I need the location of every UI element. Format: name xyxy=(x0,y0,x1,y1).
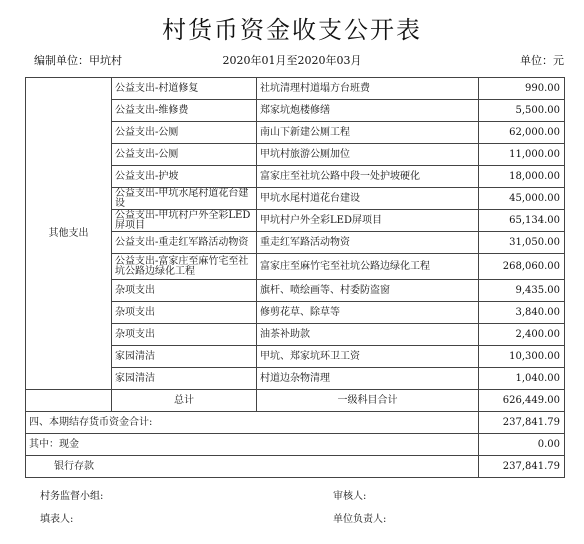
subject-cell: 公益支出-护坡 xyxy=(112,166,257,188)
reviewer-signature: 审核人: xyxy=(333,491,367,502)
total-label: 总计 xyxy=(112,390,257,412)
category-cell: 其他支出 xyxy=(26,78,112,390)
balance-row xyxy=(26,412,565,434)
supervision-signature: 村务监督小组: xyxy=(40,491,104,502)
item-cell: 重走红军路活动物资 xyxy=(257,232,479,254)
amount-cell: 10,300.00 xyxy=(479,346,565,368)
subject-cell: 公益支出-公厕 xyxy=(112,144,257,166)
subject-cell: 公益支出-村道修复 xyxy=(112,78,257,100)
amount-cell: 990.00 xyxy=(479,78,565,100)
amount-cell: 2,400.00 xyxy=(479,324,565,346)
filler-signature: 填表人: xyxy=(40,514,74,525)
bank-row xyxy=(26,456,565,478)
report-period: 2020年01月至2020年03月 xyxy=(222,54,362,67)
cash-row xyxy=(26,434,565,456)
subject-cell: 杂项支出 xyxy=(112,324,257,346)
subject-cell: 公益支出-甲坑村户外全彩LED屏项目 xyxy=(112,210,257,232)
cash-label: 其中：现金 xyxy=(26,434,479,456)
amount-cell: 31,050.00 xyxy=(479,232,565,254)
subject-cell: 公益支出-甲坑水尾村道花台建设 xyxy=(112,188,257,210)
item-cell: 甲坑、郑家坑环卫工资 xyxy=(257,346,479,368)
empty-cell xyxy=(26,390,112,412)
item-cell: 旗杆、喷绘画等、村委防盗窗 xyxy=(257,280,479,302)
total-amount: 626,449.00 xyxy=(479,390,565,412)
subject-cell: 家园清洁 xyxy=(112,346,257,368)
page-title: 村货币资金收支公开表 xyxy=(162,16,422,44)
item-cell: 富家庄至麻竹宅至社坑公路边绿化工程 xyxy=(257,254,479,280)
amount-cell: 45,000.00 xyxy=(479,188,565,210)
amount-cell: 11,000.00 xyxy=(479,144,565,166)
amount-cell: 18,000.00 xyxy=(479,166,565,188)
total-row xyxy=(26,390,565,412)
subject-cell: 家园清洁 xyxy=(112,368,257,390)
item-cell: 甲坑水尾村道花台建设 xyxy=(257,188,479,210)
item-cell: 村道边杂物清理 xyxy=(257,368,479,390)
compiling-unit: 编制单位：甲坑村 xyxy=(34,54,122,67)
bank-amount: 237,841.79 xyxy=(479,456,565,478)
level-total-label: 一级科目合计 xyxy=(257,390,479,412)
ledger-table xyxy=(25,77,565,478)
subject-cell: 杂项支出 xyxy=(112,280,257,302)
item-cell: 油茶补助款 xyxy=(257,324,479,346)
item-cell: 甲坑村户外全彩LED屏项目 xyxy=(257,210,479,232)
item-cell: 修剪花草、除草等 xyxy=(257,302,479,324)
item-cell: 社坑清理村道塌方台班费 xyxy=(257,78,479,100)
subject-cell: 公益支出-维修费 xyxy=(112,100,257,122)
balance-amount: 237,841.79 xyxy=(479,412,565,434)
subject-cell: 公益支出-富家庄至麻竹宅至社坑公路边绿化工程 xyxy=(112,254,257,280)
balance-label: 四、本期结存货币资金合计: xyxy=(26,412,479,434)
head-signature: 单位负责人: xyxy=(333,514,387,525)
amount-cell: 3,840.00 xyxy=(479,302,565,324)
item-cell: 郑家坑炮楼修缮 xyxy=(257,100,479,122)
bank-label: 银行存款 xyxy=(26,456,479,478)
item-cell: 甲坑村旅游公厕加位 xyxy=(257,144,479,166)
amount-cell: 268,060.00 xyxy=(479,254,565,280)
subject-cell: 公益支出-重走红军路活动物资 xyxy=(112,232,257,254)
amount-cell: 5,500.00 xyxy=(479,100,565,122)
cash-amount: 0.00 xyxy=(479,434,565,456)
amount-cell: 1,040.00 xyxy=(479,368,565,390)
subject-cell: 公益支出-公厕 xyxy=(112,122,257,144)
amount-cell: 62,000.00 xyxy=(479,122,565,144)
subject-cell: 杂项支出 xyxy=(112,302,257,324)
table-row xyxy=(26,78,565,100)
item-cell: 南山下新建公厕工程 xyxy=(257,122,479,144)
amount-cell: 65,134.00 xyxy=(479,210,565,232)
item-cell: 富家庄至社坑公路中段一处护坡硬化 xyxy=(257,166,479,188)
currency-unit: 单位：元 xyxy=(520,54,564,67)
amount-cell: 9,435.00 xyxy=(479,280,565,302)
